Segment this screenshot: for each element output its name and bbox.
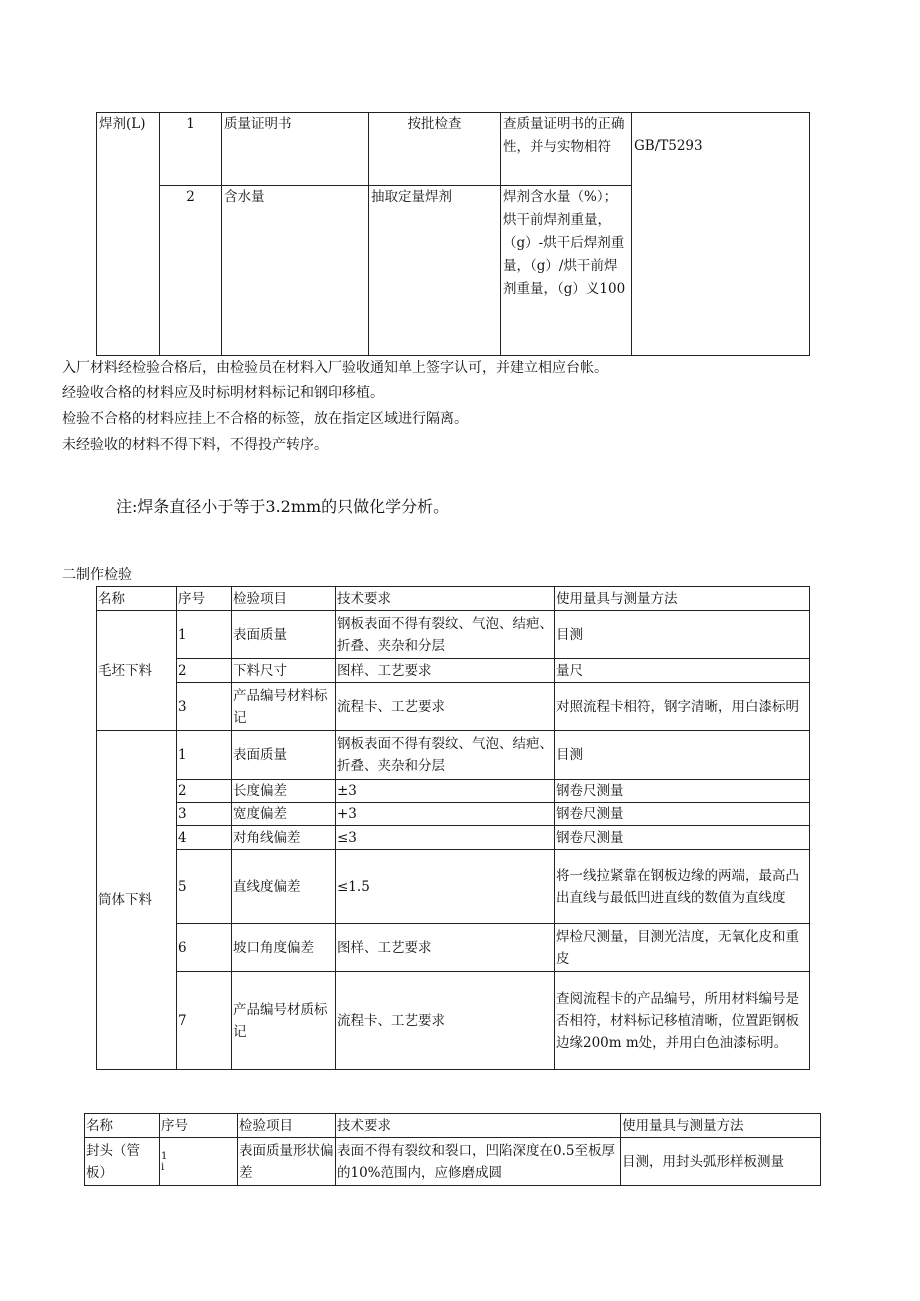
flux-row-no: 1	[160, 113, 222, 186]
row-item: 表面质量	[232, 731, 336, 780]
row-method: 目测	[555, 611, 810, 659]
header-cell: 使用量具与测量方法	[621, 1114, 821, 1138]
flux-row-method: 抽取定量焊剂	[369, 186, 501, 356]
row-method: 钢卷尺测量	[555, 826, 810, 850]
flux-row-item: 含水量	[222, 186, 369, 356]
paragraph: 经验收合格的材料应及时标明材料标记和钢印移植。	[62, 385, 384, 401]
group-name: 毛坯下料	[97, 611, 177, 731]
header-cell: 名称	[85, 1114, 160, 1138]
row-method: 量尺	[555, 659, 810, 683]
row-item: 产品编号材料标记	[232, 683, 336, 731]
row-method: 钢卷尺测量	[555, 780, 810, 803]
flux-row-method: 按批检查	[369, 113, 501, 186]
header-cell: 技术要求	[336, 1114, 621, 1138]
row-requirement: 钢板表面不得有裂纹、气泡、结疤、折叠、夹杂和分层	[336, 611, 555, 659]
head-requirement: 表面不得有裂纹和裂口，凹陷深度在0.5至板厚的10%范围内，应修磨成圆	[336, 1138, 621, 1186]
row-item: 长度偏差	[232, 780, 336, 803]
row-item: 对角线偏差	[232, 826, 336, 850]
row-item: 坡口角度偏差	[232, 924, 336, 972]
head-method: 目测，用封头弧形样板测量	[621, 1138, 821, 1186]
flux-standard: GB/T5293	[632, 113, 810, 356]
flux-row-no: 2	[160, 186, 222, 356]
row-item: 产品编号材质标记	[232, 972, 336, 1070]
row-requirement: ≤3	[336, 826, 555, 850]
row-method: 对照流程卡相符，钢字清晰，用白漆标明	[555, 683, 810, 731]
group-name: 筒体下料	[97, 731, 177, 1070]
header-cell: 序号	[160, 1114, 238, 1138]
flux-inspection-table	[96, 112, 810, 356]
paragraph: 检验不合格的材料应挂上不合格的标签，放在指定区域进行隔离。	[62, 411, 468, 427]
row-no: 2	[177, 659, 232, 683]
head-no: 1 i	[160, 1138, 238, 1186]
header-cell: 技术要求	[336, 587, 555, 611]
row-requirement: 流程卡、工艺要求	[336, 972, 555, 1070]
flux-category: 焊剂(L)	[97, 113, 160, 356]
header-cell: 使用量具与测量方法	[555, 587, 810, 611]
row-no: 7	[177, 972, 232, 1070]
row-item: 下料尺寸	[232, 659, 336, 683]
head-item: 表面质量形状偏差	[238, 1138, 336, 1186]
row-no: 3	[177, 803, 232, 826]
row-requirement: 流程卡、工艺要求	[336, 683, 555, 731]
row-method: 查阅流程卡的产品编号，所用材料编号是否相符，材料标记移植清晰，位置距钢板边缘200m m处，并用白色油漆标明。	[555, 972, 810, 1070]
row-no: 1	[177, 731, 232, 780]
row-requirement: 图样、工艺要求	[336, 659, 555, 683]
section-title: 二制作检验	[62, 567, 132, 583]
row-no: 3	[177, 683, 232, 731]
fabrication-inspection-table	[96, 586, 810, 1070]
row-no: 1	[177, 611, 232, 659]
row-no: 4	[177, 826, 232, 850]
row-requirement: ≤1.5	[336, 850, 555, 924]
row-no: 2	[177, 780, 232, 803]
header-cell: 检验项目	[232, 587, 336, 611]
row-item: 直线度偏差	[232, 850, 336, 924]
flux-row-requirement: 焊剂含水量（%）；烘干前焊剂重量，（g）-烘干后焊剂重量，（g）/烘干前焊剂重量，（g）义100	[501, 186, 632, 356]
note: 注:焊条直径小于等于3.2mm的只做化学分析。	[116, 497, 450, 516]
row-item: 表面质量	[232, 611, 336, 659]
row-no: 6	[177, 924, 232, 972]
paragraph: 入厂材料经检验合格后，由检验员在材料入厂验收通知单上签字认可，并建立相应台帐。	[62, 360, 608, 376]
head-inspection-table	[84, 1113, 821, 1186]
row-requirement: +3	[336, 803, 555, 826]
row-item: 宽度偏差	[232, 803, 336, 826]
header-cell: 检验项目	[238, 1114, 336, 1138]
flux-row-requirement: 查质量证明书的正确性，并与实物相符	[501, 113, 632, 186]
header-cell: 序号	[177, 587, 232, 611]
row-method: 焊检尺测量，目测光洁度，无氧化皮和重皮	[555, 924, 810, 972]
row-requirement: 图样、工艺要求	[336, 924, 555, 972]
row-method: 目测	[555, 731, 810, 780]
row-requirement: 钢板表面不得有裂纹、气泡、结疤、折叠、夹杂和分层	[336, 731, 555, 780]
flux-row-item: 质量证明书	[222, 113, 369, 186]
row-requirement: ±3	[336, 780, 555, 803]
paragraph: 未经验收的材料不得下料，不得投产转序。	[62, 437, 328, 453]
row-method: 将一线拉紧靠在钢板边缘的两端，最高凸出直线与最低凹进直线的数值为直线度	[555, 850, 810, 924]
head-name: 封头（管板）	[85, 1138, 160, 1186]
header-cell: 名称	[97, 587, 177, 611]
row-method: 钢卷尺测量	[555, 803, 810, 826]
row-no: 5	[177, 850, 232, 924]
